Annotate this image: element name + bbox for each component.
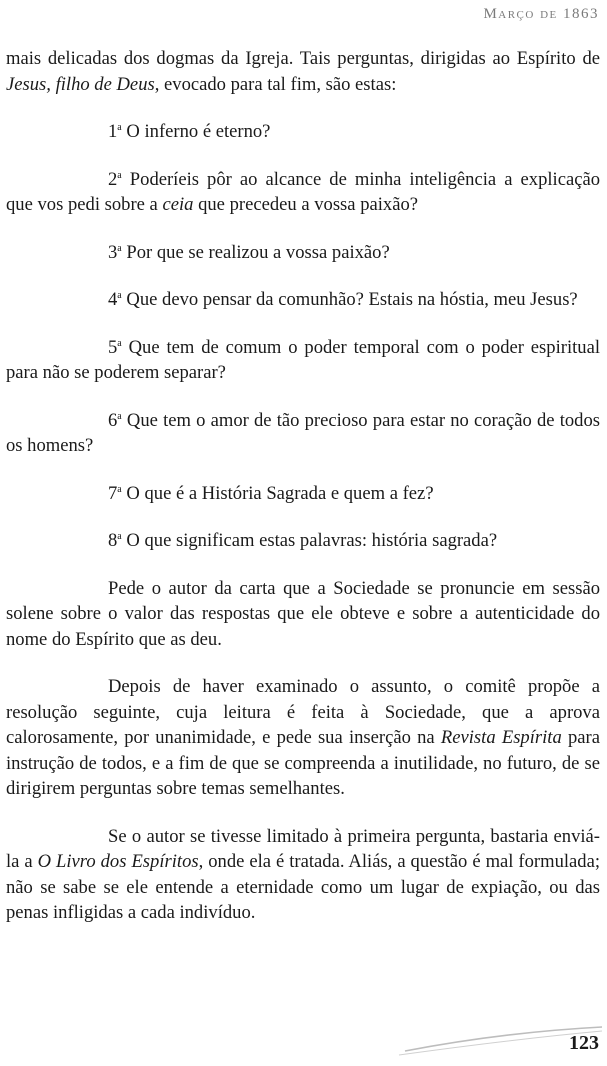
paragraph-resolution: Depois de haver examinado o assunto, o comitê propõe a resolução seguinte, cuja leitura é feita à Sociedade, que a aprova calorosamente, por unanimidade, e pede sua inserção na Revista Espírita para instrução de todos, e a fim de que se compreenda a inutilidade, no futuro, de se dirigirem perguntas sobre temas semelhantes. [6, 676, 600, 799]
page-number: 123 [569, 1032, 599, 1054]
question-3: 3$^a$ Por que se realizou a vossa paixão? [108, 241, 390, 263]
question-2: 2$^a$ Poderíeis pôr ao alcance de minha inteligência a explicação que vos pedi sobre a ceia que precedeu a vossa paixão? [6, 168, 600, 215]
paragraph-request: Pede o autor da carta que a Sociedade se pronuncie em sessão solene sobre o valor das respostas que ele obteve e sobre a autenticidade do nome do Espírito que as deu. [6, 577, 600, 650]
question-5: 5$^a$ Que tem de comum o poder temporal com o poder espiritual para não se poderem separar? [6, 336, 600, 383]
paragraph-commentary: Se o autor se tivesse limitado à primeira pergunta, bastaria enviá-la a O Livro dos Espíritos, onde ela é tratada. Aliás, a questão é mal formulada; não se sabe se ele entende a eternidade como um lugar de expiação, ou das penas infligidas a cada indivíduo. [6, 825, 601, 923]
page-footer [397, 1015, 607, 1061]
question-8: 8$^a$ O que significam estas palavras: história sagrada? [108, 530, 498, 551]
question-6: 6$^a$ Que tem o amor de tão precioso para estar no coração de todos os homens? [6, 409, 600, 456]
question-4: 4$^a$ Que devo pensar da comunhão? Estais na hóstia, meu Jesus? [108, 289, 578, 310]
running-header: Março de 1863 [483, 6, 599, 22]
question-7: 7$^a$ O que é a História Sagrada e quem a fez? [108, 482, 434, 504]
opening-paragraph: mais delicadas dos dogmas da Igreja. Tais perguntas, dirigidas ao Espírito de Jesus, filho de Deus, evocado para tal fim, são estas: [6, 48, 600, 95]
page-body [6, 46, 600, 926]
question-1: 1$^a$ O inferno é eterno? [108, 121, 271, 142]
